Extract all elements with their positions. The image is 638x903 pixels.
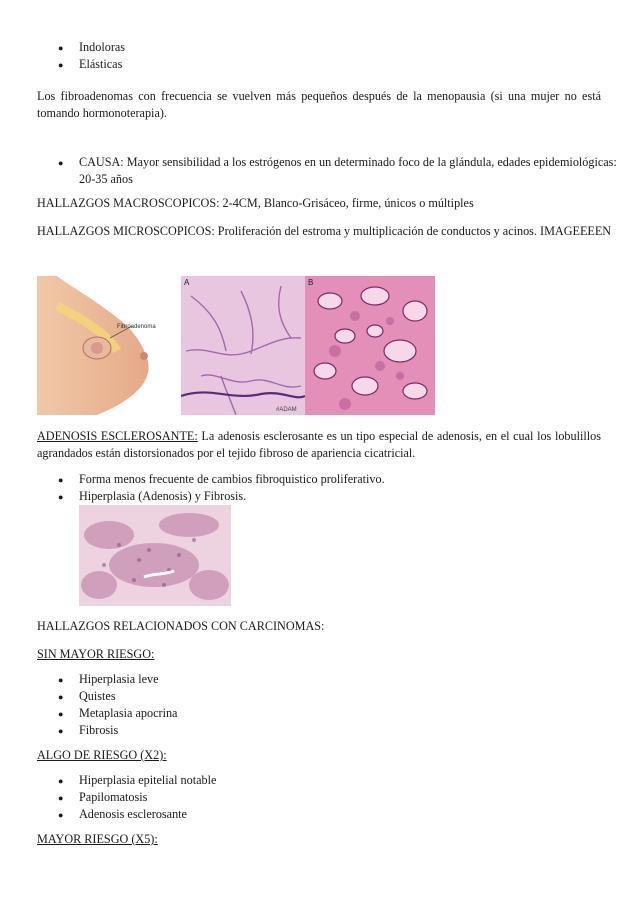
adenosis-paragraph bbox=[37, 428, 601, 462]
carcinomas-heading: HALLAZGOS RELACIONADOS CON CARCINOMAS: bbox=[37, 619, 325, 633]
list-item: Hiperplasia epitelial notable bbox=[79, 773, 217, 787]
watermark-text: #ADAM bbox=[276, 407, 297, 413]
breast-illustration bbox=[37, 276, 178, 415]
bullet-dot: ● bbox=[58, 675, 64, 685]
histology-panel-a bbox=[181, 276, 305, 415]
bullet-dot: ● bbox=[58, 810, 64, 820]
bullet-dot: ● bbox=[58, 43, 64, 53]
list-item: Adenosis esclerosante bbox=[79, 807, 187, 821]
bullet-dot: ● bbox=[58, 793, 64, 803]
list-item: Hiperplasia (Adenosis) y Fibrosis. bbox=[79, 489, 247, 503]
histology-panel-b bbox=[305, 276, 435, 415]
bullet-dot: ● bbox=[58, 726, 64, 736]
list-item: Quistes bbox=[79, 689, 116, 703]
adenosis-title: ADENOSIS ESCLEROSANTE: bbox=[37, 429, 198, 443]
adenosis-histology-image bbox=[79, 505, 231, 606]
bullet-dot: ● bbox=[58, 692, 64, 702]
mayor-riesgo-heading: MAYOR RIESGO (X5): bbox=[37, 832, 158, 846]
sin-riesgo-heading: SIN MAYOR RIESGO: bbox=[37, 647, 155, 661]
bullet-dot: ● bbox=[58, 709, 64, 719]
list-item: Elásticas bbox=[79, 57, 123, 71]
list-item: Hiperplasia leve bbox=[79, 672, 159, 686]
bullet-dot: ● bbox=[58, 776, 64, 786]
bullet-dot: ● bbox=[58, 475, 64, 485]
micro-findings: HALLAZGOS MICROSCOPICOS: Proliferación del estroma y multiplicación de conductos y acinos. IMAGEEEEN bbox=[37, 224, 612, 238]
panel-a-label: A bbox=[184, 278, 190, 287]
algo-riesgo-heading: ALGO DE RIESGO (X2): bbox=[37, 748, 167, 762]
bullet-dot: ● bbox=[58, 492, 64, 502]
list-item: Papilomatosis bbox=[79, 790, 148, 804]
fibroadenoma-label: Fibroadenoma bbox=[117, 324, 156, 330]
macro-findings: HALLAZGOS MACROSCOPICOS: 2-4CM, Blanco-Grisáceo, firme, únicos o múltiples bbox=[37, 196, 474, 210]
causa-line1: CAUSA: Mayor sensibilidad a los estrógenos en un determinado foco de la glándula, edades epidemiológicas: bbox=[79, 155, 617, 169]
bullet-dot: ● bbox=[58, 158, 64, 168]
list-item: Fibrosis bbox=[79, 723, 119, 737]
paragraph-menopause: Los fibroadenomas con frecuencia se vuelven más pequeños después de la menopausia (si una mujer no está tomando hormonoterapia). bbox=[37, 89, 601, 120]
causa-line2: 20-35 años bbox=[79, 172, 133, 186]
panel-b-label: B bbox=[308, 278, 314, 287]
list-item: Metaplasia apocrina bbox=[79, 706, 178, 720]
adenosis-text: La adenosis esclerosante es un tipo especial de adenosis, en el cual los lobulillos agrandados están distorsionados por el tejido fibroso de apariencia cicatricial. bbox=[37, 429, 601, 460]
list-item: Indoloras bbox=[79, 40, 126, 54]
bullet-dot: ● bbox=[58, 60, 64, 70]
list-item: Forma menos frecuente de cambios fibroquistico proliferativo. bbox=[79, 472, 385, 486]
